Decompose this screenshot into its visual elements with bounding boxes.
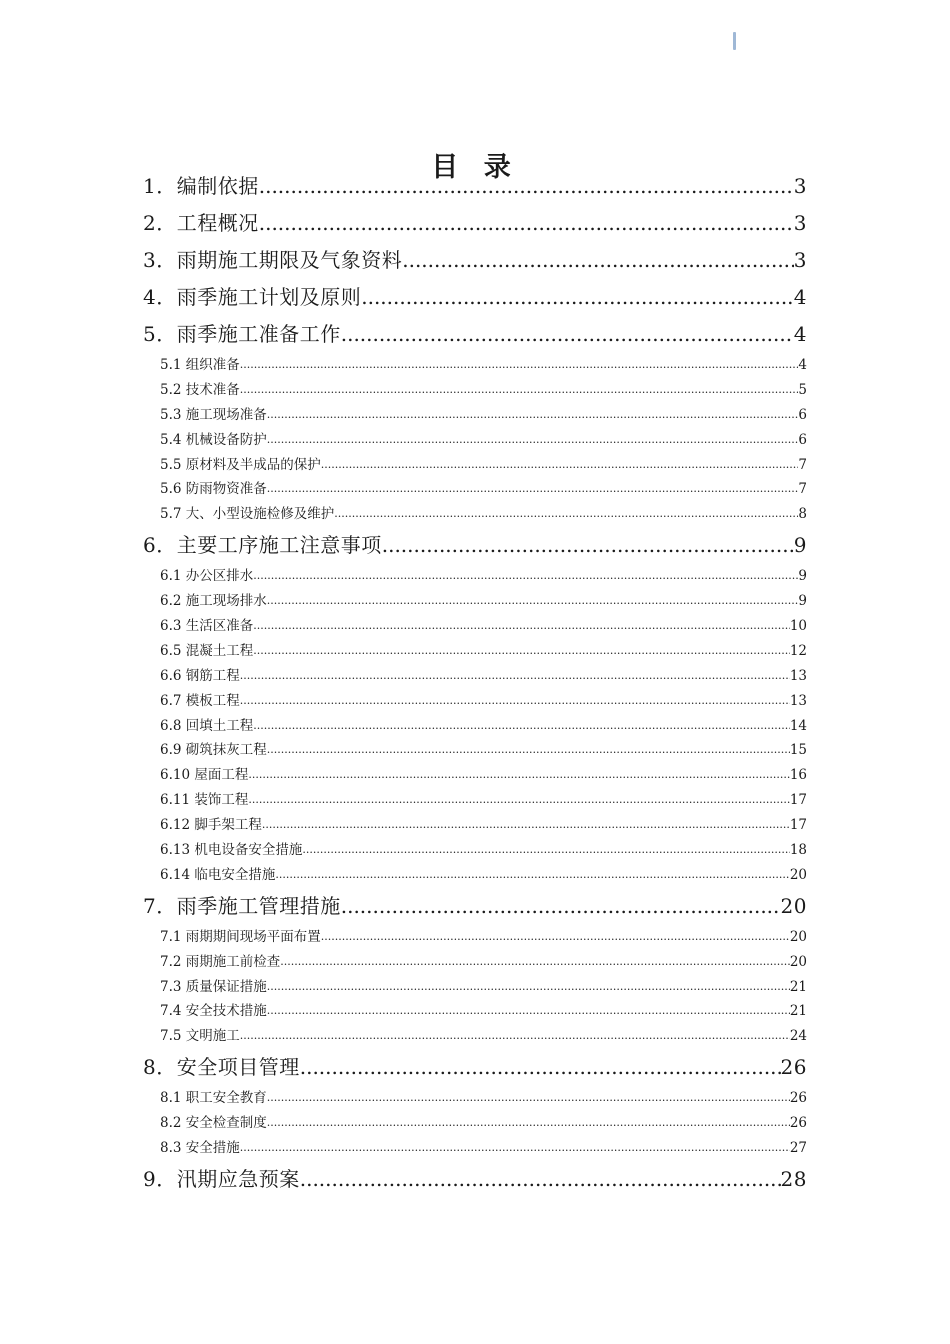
toc-section-entry[interactable] xyxy=(143,1136,807,1161)
toc-page-number: 13 xyxy=(789,667,807,684)
toc-entry-label: 4．雨季施工计划及原则 xyxy=(143,285,362,309)
toc-leader-dots xyxy=(300,1049,781,1086)
toc-leader-dots xyxy=(321,453,799,478)
toc-section-entry[interactable] xyxy=(143,1086,807,1111)
toc-leader-dots xyxy=(302,838,789,863)
toc-section-entry[interactable] xyxy=(143,639,807,664)
toc-entry-label: 6.13 机电设备安全措施 xyxy=(160,842,303,859)
toc-title: 目 录 xyxy=(431,152,519,184)
toc-entry-label: 2．工程概况 xyxy=(143,211,259,235)
toc-entry-label: 6.6 钢筋工程 xyxy=(160,667,240,684)
toc-entry-label: 3．雨期施工期限及气象资料 xyxy=(143,248,403,272)
toc-section-entry[interactable] xyxy=(143,999,807,1024)
toc-chapter-entry[interactable] xyxy=(143,168,807,205)
toc-section-entry[interactable] xyxy=(143,738,807,763)
toc-section-entry[interactable] xyxy=(143,353,807,378)
toc-page-number: 12 xyxy=(789,642,807,659)
toc-leader-dots xyxy=(267,589,799,614)
toc-section-entry[interactable] xyxy=(143,838,807,863)
toc-page-number: 8 xyxy=(798,506,807,523)
toc-entry-label: 7．雨季施工管理措施 xyxy=(143,893,341,918)
toc-leader-dots xyxy=(253,639,790,664)
toc-section-entry[interactable] xyxy=(143,428,807,453)
toc-leader-dots xyxy=(280,950,790,975)
toc-entry-label: 7.3 质量保证措施 xyxy=(160,978,267,995)
toc-section-entry[interactable] xyxy=(143,714,807,739)
toc-entry-label: 6．主要工序施工注意事项 xyxy=(143,533,382,558)
toc-entry-label: 5.4 机械设备防护 xyxy=(160,431,267,448)
toc-entry-label: 8.2 安全检查制度 xyxy=(160,1115,267,1132)
toc-section-entry[interactable] xyxy=(143,403,807,428)
toc-section-entry[interactable] xyxy=(143,664,807,689)
toc-page-number: 20 xyxy=(789,928,807,945)
toc-leader-dots xyxy=(267,1111,790,1136)
toc-chapter-entry[interactable] xyxy=(143,1161,807,1198)
toc-chapter-entry[interactable] xyxy=(143,242,807,279)
toc-page-number: 27 xyxy=(789,1140,807,1157)
toc-page-number: 21 xyxy=(789,978,807,995)
toc-section-entry[interactable] xyxy=(143,950,807,975)
toc-page-number: 20 xyxy=(780,893,807,918)
table-of-contents xyxy=(143,168,807,1198)
toc-page-number: 4 xyxy=(793,285,807,309)
toc-page-number: 26 xyxy=(780,1055,807,1080)
toc-page-number: 5 xyxy=(798,381,807,398)
toc-page-number: 15 xyxy=(789,742,807,759)
toc-section-entry[interactable] xyxy=(143,763,807,788)
toc-leader-dots xyxy=(240,353,799,378)
toc-leader-dots xyxy=(259,205,794,242)
toc-leader-dots xyxy=(248,788,789,813)
toc-section-entry[interactable] xyxy=(143,925,807,950)
toc-leader-dots xyxy=(341,316,794,353)
toc-section-entry[interactable] xyxy=(143,378,807,403)
toc-section-entry[interactable] xyxy=(143,813,807,838)
toc-page-number: 9 xyxy=(798,568,807,585)
toc-leader-dots xyxy=(267,1086,790,1111)
toc-page-number: 3 xyxy=(793,248,807,272)
toc-section-entry[interactable] xyxy=(143,975,807,1000)
toc-page-number: 26 xyxy=(789,1115,807,1132)
toc-leader-dots xyxy=(248,763,789,788)
toc-chapter-entry[interactable] xyxy=(143,279,807,316)
toc-leader-dots xyxy=(382,527,794,564)
toc-leader-dots xyxy=(253,564,798,589)
toc-entry-label: 5.5 原材料及半成品的保护 xyxy=(160,456,321,473)
toc-entry-label: 6.11 装饰工程 xyxy=(160,792,249,809)
toc-entry-label: 6.3 生活区准备 xyxy=(160,618,254,634)
toc-chapter-entry[interactable] xyxy=(143,316,807,353)
toc-leader-dots xyxy=(321,925,790,950)
toc-entry-label: 5.6 防雨物资准备 xyxy=(160,481,267,498)
toc-page-number: 7 xyxy=(798,456,807,473)
toc-section-entry[interactable] xyxy=(143,863,807,888)
toc-section-entry[interactable] xyxy=(143,589,807,614)
toc-page-number: 17 xyxy=(789,817,807,834)
toc-entry-label: 8.1 职工安全教育 xyxy=(160,1090,267,1107)
toc-leader-dots xyxy=(361,279,794,316)
toc-leader-dots xyxy=(267,428,799,453)
toc-leader-dots xyxy=(300,1161,781,1198)
toc-page-number: 9 xyxy=(793,533,807,558)
toc-entry-label: 6.12 脚手架工程 xyxy=(160,817,262,834)
toc-entry-label: 6.10 屋面工程 xyxy=(160,767,249,784)
toc-section-entry[interactable] xyxy=(143,453,807,478)
toc-page-number: 9 xyxy=(798,593,807,610)
toc-page-number: 4 xyxy=(798,356,807,373)
toc-entry-label: 6.2 施工现场排水 xyxy=(160,593,267,610)
toc-leader-dots xyxy=(240,689,790,714)
toc-entry-label: 7.2 雨期施工前检查 xyxy=(160,953,281,970)
toc-page-number: 20 xyxy=(789,866,807,883)
toc-page-number: 24 xyxy=(789,1028,807,1045)
toc-entry-label: 9．汛期应急预案 xyxy=(143,1166,300,1191)
toc-leader-dots xyxy=(240,1024,790,1049)
toc-entry-label: 5.7 大、小型设施检修及维护 xyxy=(160,506,335,523)
toc-leader-dots xyxy=(240,664,790,689)
toc-page-number: 7 xyxy=(798,481,807,498)
toc-page-number: 20 xyxy=(789,953,807,970)
toc-entry-label: 1．编制依据 xyxy=(143,174,259,198)
toc-leader-dots xyxy=(267,975,790,1000)
toc-chapter-entry[interactable] xyxy=(143,205,807,242)
toc-leader-dots xyxy=(267,738,790,763)
toc-entry-label: 5.2 技术准备 xyxy=(160,381,240,398)
toc-page-number: 3 xyxy=(793,211,807,235)
toc-entry-label: 6.8 回填土工程 xyxy=(160,717,254,734)
toc-leader-dots xyxy=(267,999,790,1024)
toc-leader-dots xyxy=(240,1136,790,1161)
toc-entry-label: 6.14 临电安全措施 xyxy=(160,866,276,883)
toc-page-number: 10 xyxy=(789,618,807,634)
toc-leader-dots xyxy=(267,403,799,428)
toc-leader-dots xyxy=(402,242,794,279)
toc-entry-label: 8．安全项目管理 xyxy=(143,1055,300,1080)
toc-page-number: 4 xyxy=(793,322,807,346)
toc-leader-dots xyxy=(240,378,799,403)
toc-leader-dots xyxy=(275,863,789,888)
toc-page-number: 18 xyxy=(789,842,807,859)
toc-page-number: 26 xyxy=(789,1090,807,1107)
toc-chapter-entry[interactable] xyxy=(143,527,807,564)
toc-section-entry[interactable] xyxy=(143,1111,807,1136)
header-mark xyxy=(733,32,736,50)
toc-entry-label: 7.4 安全技术措施 xyxy=(160,1003,267,1020)
toc-entry-label: 5．雨季施工准备工作 xyxy=(143,322,341,346)
toc-section-entry[interactable] xyxy=(143,689,807,714)
toc-entry-label: 7.1 雨期期间现场平面布置 xyxy=(160,928,321,945)
toc-section-entry[interactable] xyxy=(143,477,807,502)
toc-page-number: 14 xyxy=(789,717,807,734)
toc-entry-label: 6.9 砌筑抹灰工程 xyxy=(160,742,267,759)
toc-page-number: 28 xyxy=(780,1166,807,1191)
toc-section-entry[interactable] xyxy=(143,564,807,589)
toc-leader-dots xyxy=(341,888,781,925)
toc-leader-dots xyxy=(259,168,794,205)
toc-entry-label: 7.5 文明施工 xyxy=(160,1028,240,1045)
toc-section-entry[interactable] xyxy=(143,1024,807,1049)
toc-entry-label: 6.5 混凝土工程 xyxy=(160,642,254,659)
toc-page-number: 3 xyxy=(793,174,807,198)
toc-page-number: 6 xyxy=(798,431,807,448)
toc-section-entry[interactable] xyxy=(143,788,807,813)
toc-leader-dots xyxy=(262,813,790,838)
toc-section-entry[interactable] xyxy=(143,614,807,639)
toc-page-number: 13 xyxy=(789,692,807,709)
toc-leader-dots xyxy=(253,614,790,639)
toc-entry-label: 6.7 模板工程 xyxy=(160,692,240,709)
toc-chapter-entry[interactable] xyxy=(143,888,807,925)
toc-chapter-entry[interactable] xyxy=(143,1049,807,1086)
toc-entry-label: 5.1 组织准备 xyxy=(160,356,240,373)
toc-leader-dots xyxy=(267,477,799,502)
toc-leader-dots xyxy=(253,714,790,739)
toc-page-number: 17 xyxy=(789,792,807,809)
toc-page-number: 6 xyxy=(798,406,807,423)
toc-entry-label: 5.3 施工现场准备 xyxy=(160,406,267,423)
toc-section-entry[interactable] xyxy=(143,502,807,527)
toc-entry-label: 6.1 办公区排水 xyxy=(160,568,254,585)
toc-page-number: 16 xyxy=(789,767,807,784)
toc-page-number: 21 xyxy=(789,1003,807,1020)
toc-entry-label: 8.3 安全措施 xyxy=(160,1140,240,1157)
toc-leader-dots xyxy=(334,502,798,527)
